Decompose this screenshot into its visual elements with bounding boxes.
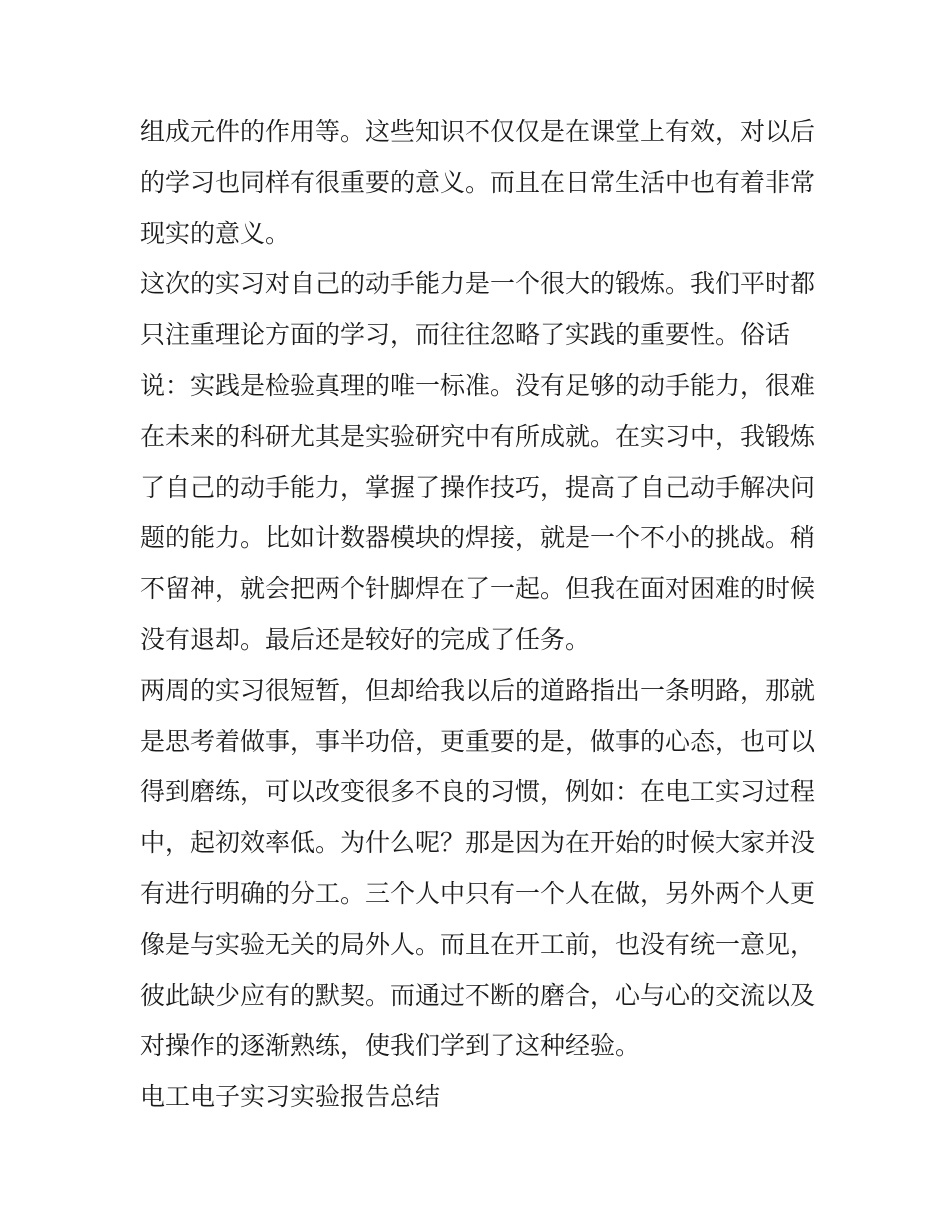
text-line: 在未来的科研尤其是实验研究中有所成就。在实习中，我锻炼 [140, 421, 816, 451]
text-line: 不留神，就会把两个针脚焊在了一起。但我在面对困难的时候 [140, 574, 816, 604]
text-line: 有进行明确的分工。三个人中只有一个人在做，另外两个人更 [140, 878, 816, 908]
text-line: 是思考着做事，事半功倍，更重要的是，做事的心态，也可以 [140, 726, 816, 756]
text-line: 只注重理论方面的学习，而往往忽略了实践的重要性。俗话 [140, 320, 791, 350]
text-line: 说：实践是检验真理的唯一标准。没有足够的动手能力，很难 [140, 370, 816, 400]
text-line: 中，起初效率低。为什么呢？那是因为在开始的时候大家并没 [140, 828, 816, 858]
text-line: 题的能力。比如计数器模块的焊接，就是一个不小的挑战。稍 [140, 523, 816, 553]
section-heading: 电工电子实习实验报告总结 [140, 1082, 441, 1112]
text-line: 彼此缺少应有的默契。而通过不断的磨合，心与心的交流以及 [140, 980, 816, 1010]
text-line: 这次的实习对自己的动手能力是一个很大的锻炼。我们平时都 [140, 269, 816, 299]
text-line: 组成元件的作用等。这些知识不仅仅是在课堂上有效，对以后 [140, 117, 816, 146]
text-line: 像是与实验无关的局外人。而且在开工前，也没有统一意见， [140, 929, 816, 959]
text-line: 得到磨练，可以改变很多不良的习惯，例如：在电工实习过程 [140, 777, 816, 807]
text-line: 了自己的动手能力，掌握了操作技巧，提高了自己动手解决问 [140, 472, 816, 502]
text-line: 的学习也同样有很重要的意义。而且在日常生活中也有着非常 [140, 167, 816, 197]
text-line: 两周的实习很短暂，但却给我以后的道路指出一条明路，那就 [140, 675, 816, 705]
text-line: 对操作的逐渐熟练，使我们学到了这种经验。 [140, 1031, 641, 1061]
body-text [140, 107, 820, 1123]
text-line: 没有退却。最后还是较好的完成了任务。 [140, 624, 591, 654]
text-line: 现实的意义。 [140, 218, 291, 248]
